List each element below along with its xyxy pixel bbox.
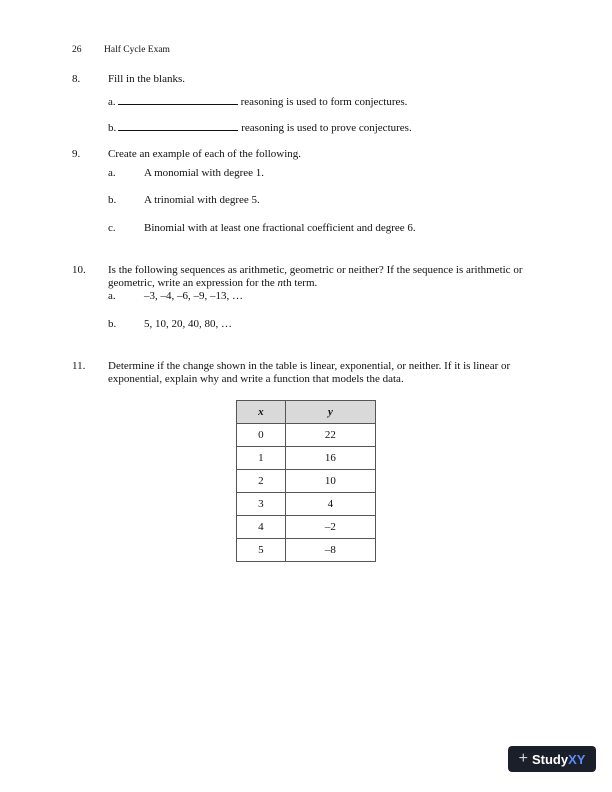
item-label: c. — [108, 222, 116, 234]
question-text: Fill in the blanks. — [108, 73, 185, 85]
item-text: 5, 10, 20, 40, 80, … — [144, 318, 232, 330]
item-label: b. — [108, 194, 117, 206]
plus-icon: + — [518, 750, 528, 767]
table-cell: 1 — [237, 447, 286, 470]
sub-item — [108, 290, 538, 303]
answer-blank[interactable] — [118, 94, 238, 105]
question-text-part: th term. — [283, 277, 318, 289]
studyxy-badge[interactable] — [508, 746, 596, 772]
page-header — [72, 45, 170, 55]
column-header-x: x — [237, 401, 286, 424]
sub-item — [108, 318, 538, 331]
answer-blank[interactable] — [118, 120, 238, 131]
brand-accent: XY — [568, 751, 586, 767]
page-number: 26 — [72, 45, 82, 55]
item-label: a. — [108, 96, 116, 108]
sub-item — [108, 167, 538, 180]
question-number: 8. — [72, 73, 81, 85]
question-number: 10. — [72, 264, 86, 276]
question-text: Determine if the change shown in the table is linear, exponential, or neither. If it is linear or exponential, explain why and write a function that models the data. — [108, 360, 511, 385]
table-cell: 3 — [237, 493, 286, 516]
item-label: a. — [108, 290, 116, 302]
table-cell: 22 — [285, 424, 375, 447]
sub-item — [108, 194, 538, 207]
table-cell: 5 — [237, 539, 286, 562]
table-cell: 4 — [237, 516, 286, 539]
brand-main: Study — [531, 751, 569, 767]
sub-item — [108, 222, 538, 235]
item-text: reasoning is used to prove conjectures. — [241, 122, 412, 134]
table-row — [237, 447, 376, 470]
item-label: a. — [108, 167, 116, 179]
table-row — [237, 424, 376, 447]
item-text: –3, –4, –6, –9, –13, … — [144, 290, 243, 302]
question-number: 9. — [72, 148, 81, 160]
table-cell: –2 — [285, 516, 375, 539]
question-text: Create an example of each of the following. — [108, 148, 302, 160]
fill-blank-b — [108, 120, 412, 135]
item-text: Binomial with at least one fractional coefficient and degree 6. — [144, 222, 416, 234]
table-cell: 4 — [285, 493, 375, 516]
table-row — [237, 539, 376, 562]
fill-blank-a — [108, 94, 407, 109]
item-label: b. — [108, 122, 117, 134]
column-header-y: y — [285, 401, 375, 424]
table-row — [237, 493, 376, 516]
table-cell: 16 — [285, 447, 375, 470]
header-title: Half Cycle Exam — [104, 45, 170, 55]
table-cell: 0 — [237, 424, 286, 447]
data-table — [236, 400, 376, 562]
table-header-row — [237, 401, 376, 424]
table-row — [237, 516, 376, 539]
question-text-part: Is the following sequences as arithmetic, geometric or neither? If the sequence is arithmetic or geometric, write an expression for the — [108, 264, 523, 289]
item-text: A monomial with degree 1. — [144, 167, 265, 179]
question-text — [108, 264, 542, 290]
table-row — [237, 470, 376, 493]
question-text-italic: n — [277, 277, 284, 289]
item-label: b. — [108, 318, 117, 330]
item-text: A trinomial with degree 5. — [144, 194, 260, 206]
table-cell: 10 — [285, 470, 375, 493]
table-cell: –8 — [285, 539, 375, 562]
item-text: reasoning is used to form conjectures. — [240, 96, 408, 108]
table-cell: 2 — [237, 470, 286, 493]
question-number: 11. — [72, 360, 86, 372]
